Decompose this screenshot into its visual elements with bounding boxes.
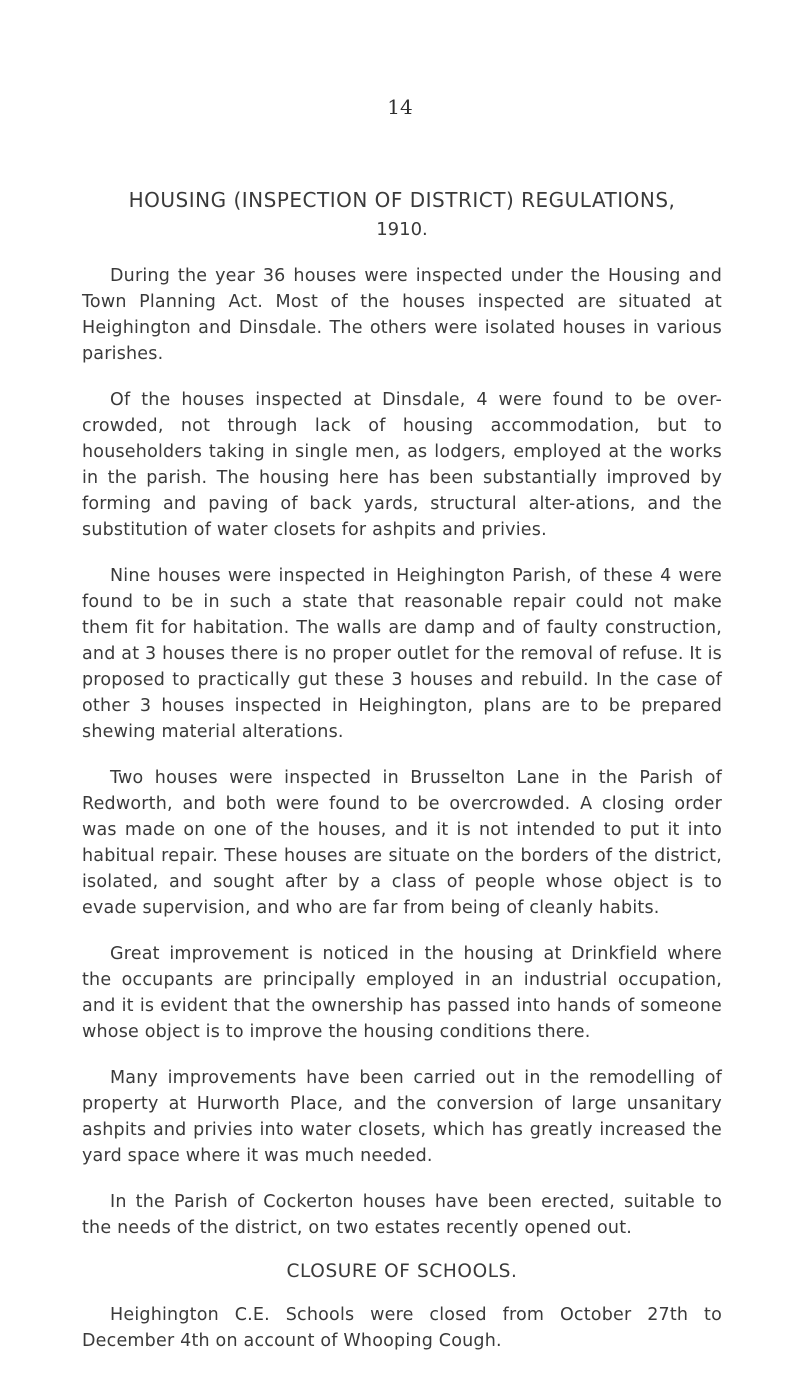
document-body <box>82 100 722 1374</box>
paragraph: Of the houses inspected at Dinsdale, 4 were found to be over-crowded, not through lack of housing accommodation, but to householders taking in single men, as lodgers, employed at the works in the parish. The housing here has been substantially improved by forming and paving of back yards, structural alter-ations, and the substitution of water closets for ashpits and privies. <box>82 390 722 540</box>
paragraph: Two houses were inspected in Brusselton Lane in the Parish of Redworth, and both were found to be overcrowded. A closing order was made on one of the houses, and it is not intended to put it into habitual repair. These houses are situate on the borders of the district, isolated, and sought after by a class of people whose object is to evade supervision, and who are far from being of cleanly habits. <box>82 768 722 918</box>
paragraph: Nine houses were inspected in Heighington Parish, of these 4 were found to be in such a state that reasonable repair could not make them fit for habitation. The walls are damp and of faulty construction, and at 3 houses there is no proper outlet for the removal of refuse. It is proposed to practically gut these 3 houses and rebuild. In the case of other 3 houses inspected in Heighington, plans are to be prepared shewing material alterations. <box>82 566 722 742</box>
paragraph: In the Parish of Cockerton houses have been erected, suitable to the needs of the district, on two estates recently opened out. <box>82 1192 722 1238</box>
section-title-closure-of-schools: CLOSURE OF SCHOOLS. <box>286 1261 518 1282</box>
paragraph: Many improvements have been carried out in the remodelling of property at Hurworth Place, and the conversion of large unsanitary ashpits and privies into water closets, which has greatly increased the yard space where it was much needed. <box>82 1068 722 1166</box>
section-title-year: 1910. <box>376 219 428 240</box>
paragraph: During the year 36 houses were inspected under the Housing and Town Planning Act. Most of the houses inspected are situated at Heighington and Dinsdale. The others were isolated houses in various parishes. <box>82 266 722 364</box>
page-number: 14 <box>387 95 413 119</box>
section-title-housing: HOUSING (INSPECTION OF DISTRICT) REGULATIONS, <box>128 188 676 212</box>
paragraph: Heighington C.E. Schools were closed from October 27th to December 4th on account of Whooping Cough. <box>82 1305 722 1351</box>
paragraph: Great improvement is noticed in the housing at Drinkfield where the occupants are principally employed in an industrial occupation, and it is evident that the ownership has passed into hands of someone whose object is to improve the housing conditions there. <box>82 944 722 1042</box>
